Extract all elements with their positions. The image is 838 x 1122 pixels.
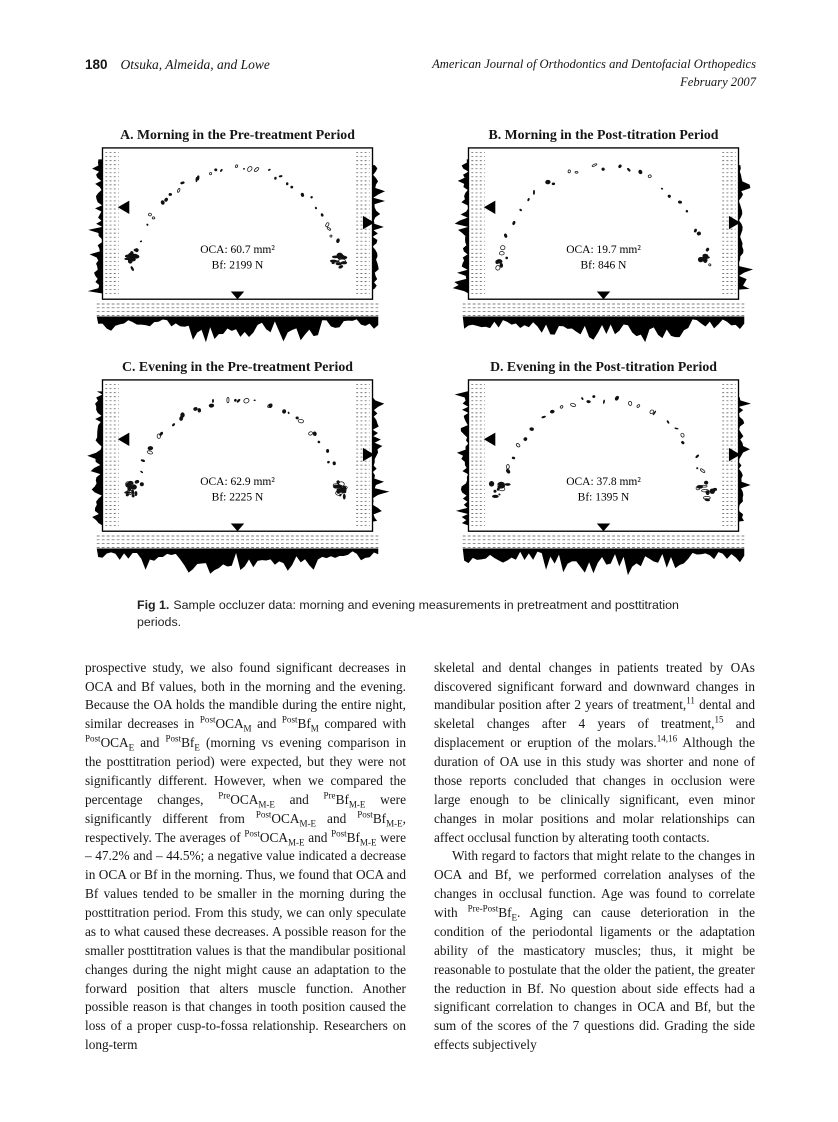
figure-caption-label: Fig 1. — [137, 598, 170, 613]
panel-a — [85, 127, 390, 349]
paragraph: With regard to factors that might relate to the changes in OCA and Bf, we performed correlation analyses of the changes in occlusal function. Age was found to correlate with $^{Pre-Post}Bf_E$. Aging can cause deterioration in the condition of the periodontal ligaments or the adaptation ability of the masticatory muscles; thus, it might be reasonable to postulate that the older the patient, the greater the reduction in Bf. No question about side effects had a significant correlation to changes in OCA and Bf, but the sum of the scores of the 7 questions did. Grading the side effects subjectively — [434, 848, 756, 1053]
figure-caption — [137, 597, 712, 630]
running-head-left — [85, 56, 270, 74]
panel-a-occlusal-chart — [85, 146, 390, 349]
figure-caption-text: Sample occluzer data: morning and evening measurements in pretreatment and posttitration periods. — [137, 598, 679, 629]
figure-1 — [85, 127, 756, 630]
page-number: 180 — [85, 57, 108, 72]
panel-c-oca-value: OCA: 62.9 mm² — [200, 476, 275, 489]
panel-a-oca-value: OCA: 60.7 mm² — [200, 244, 275, 257]
panel-d-bf-value: Bf: 1395 N — [577, 491, 630, 504]
panel-c-bf-value: Bf: 2225 N — [211, 491, 264, 504]
panel-d-occlusal-chart — [451, 378, 756, 581]
issue-date: February 2007 — [680, 74, 756, 89]
panel-c — [85, 359, 390, 581]
panel-d-title: D. Evening in the Post-titration Period — [490, 359, 717, 375]
article-body — [85, 659, 756, 1055]
panel-d-oca-value: OCA: 37.8 mm² — [566, 476, 641, 489]
paragraph: prospective study, we also found significant decreases in OCA and Bf values, both in the morning and the evening. Because the OA holds the mandible during the entire night, similar decreases in $^{Post}OCA_M$ and $^{Post}Bf_M$ compared with $^{Post}OCA_E$ and $^{Post}Bf_E$ (morning vs evening comparison in the posttitration period) were expected, but they were not significantly different. However, when we compared the percentage changes, $^{Pre}OCA_{M-E}$ and $^{Pre}Bf_{M-E}$ were significantly different from $^{Post}OCA_{M-E}$ and $^{Post}Bf_{M-E}$, respectively. The averages of $^{Post}OCA_{M-E}$ and $^{Post}Bf_{M-E}$ were – 47.2% and – 44.5%; a negative value indicated a decrease in OCA or Bf in the morning. Thus, we found that OCA and Bf values tended to be smaller in the morning during the posttitration period. From this study, we can only speculate as to what caused these decreases. A possible reason for the smaller posttitration values is that the mandibular positional changes during the night might cause an adaptation to the forward position that alters muscle function. Another possible reason is that changes in tooth position caused the loss of a proper cusp-to-fossa relationship. Researchers on long-term — [85, 659, 406, 1053]
running-head-right — [432, 56, 756, 91]
journal-title: American Journal of Orthodontics and Dentofacial Orthopedics — [432, 57, 756, 71]
authors: Otsuka, Almeida, and Lowe — [120, 57, 270, 72]
panel-b-bf-value: Bf: 846 N — [580, 259, 627, 272]
panel-b — [451, 127, 756, 349]
panel-a-title: A. Morning in the Pre-treatment Period — [120, 127, 355, 143]
paragraph: skeletal and dental changes in patients treated by OAs discovered significant forward and downward changes in mandibular position after 2 years of treatment,$^{11}$ dental and skeletal changes after 4 years of treatment,$^{15}$ and displacement or eruption of the molars.$^{14,16}$ Although the duration of OA use in this study was shorter and none of those reports concluded that changes in occlusion were large enough to be clinically significant, even minor changes in molar positions and molar relationships can affect occlusal function by alterating tooth contacts. — [434, 659, 755, 845]
panel-b-oca-value: OCA: 19.7 mm² — [566, 244, 641, 257]
panel-c-occlusal-chart — [85, 378, 390, 581]
panel-a-bf-value: Bf: 2199 N — [211, 259, 264, 272]
panel-b-occlusal-chart — [451, 146, 756, 349]
panel-d — [451, 359, 756, 581]
panel-c-title: C. Evening in the Pre-treatment Period — [122, 359, 353, 375]
page-header — [85, 56, 756, 91]
figure-grid — [85, 127, 756, 581]
right-column — [434, 659, 755, 1055]
left-column — [85, 659, 406, 1055]
panel-b-title: B. Morning in the Post-titration Period — [488, 127, 719, 143]
